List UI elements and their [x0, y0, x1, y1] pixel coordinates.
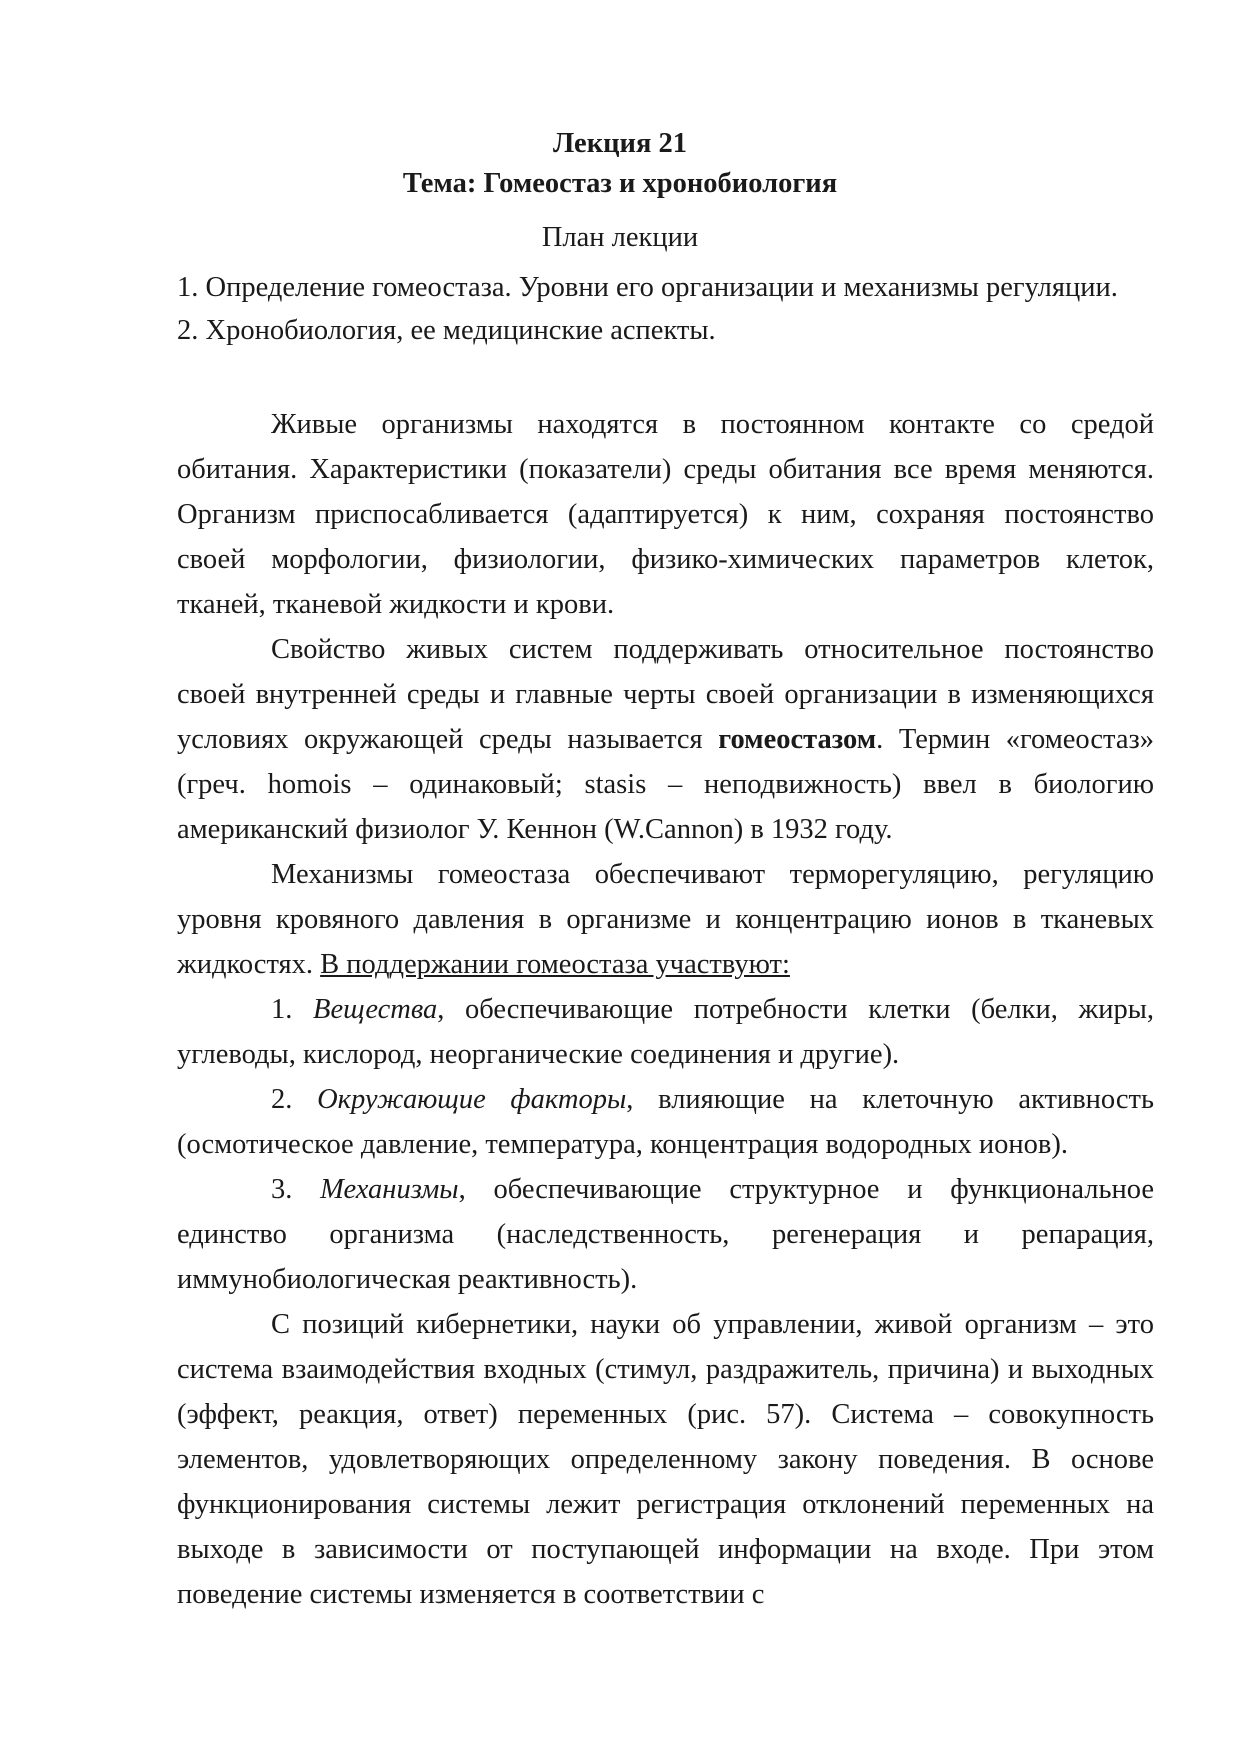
list-item-2-number: 2.: [271, 1084, 318, 1115]
list-item-1: [177, 987, 1154, 1077]
participants-heading: В поддержании гомеостаза участвуют:: [320, 949, 790, 980]
paragraph-2-text-b: . Термин «гомеостаз» (греч. homois – одинаковый; stasis – неподвижность) ввел в биологию американский физиолог У. Кеннон (W.Cannon) в 1932 году.: [177, 724, 1154, 845]
list-item-1-number: 1.: [271, 994, 314, 1025]
list-item-3-term: Механизмы: [320, 1174, 459, 1205]
list-item-3: [177, 1167, 1154, 1302]
plan-item-2: 2. Хронобиология, ее медицинские аспекты.: [177, 315, 716, 346]
body-text: [177, 402, 1154, 1617]
list-item-2: [177, 1077, 1154, 1167]
paragraph-2-text-a: Свойство живых систем поддерживать относительное постоянство своей внутренней среды и главные черты своей организации в изменяющихся условиях окружающей среды называется: [177, 634, 1154, 755]
paragraph-4: С позиций кибернетики, науки об управлении, живой организм – это система взаимодействия входных (стимул, раздражитель, причина) и выходных (эффект, реакция, ответ) переменных (рис. 57). Система – совокупность элементов, удовлетворяющих определенному закону поведения. В основе функционирования системы лежит регистрация отклонений переменных на выходе в зависимости от поступающей информации на входе. При этом поведение системы изменяется в соответствии с: [177, 1309, 1154, 1610]
list-item-3-number: 3.: [271, 1174, 321, 1205]
list-item-2-text: , влияющие на клеточную активность (осмотическое давление, температура, концентрация водородных ионов).: [177, 1084, 1154, 1160]
list-item-3-text: , обеспечивающие структурное и функциональное единство организма (наследственность, регенерация и репарация, иммунобиологическая реактивность).: [177, 1174, 1155, 1295]
term-homeostasis: гомеостазом: [718, 724, 877, 755]
plan-heading: План лекции: [541, 222, 699, 253]
list-item-2-term: Окружающие факторы: [317, 1084, 627, 1115]
lecture-number: Лекция 21: [553, 128, 687, 159]
paragraph-3: [177, 852, 1154, 987]
list-item-1-term: Вещества: [313, 994, 438, 1025]
paragraph-1: Живые организмы находятся в постоянном контакте со средой обитания. Характеристики (показатели) среды обитания все время меняются. Организм приспосабливается (адаптируется) к ним, сохраняя постоянство своей морфологии, физиологии, физико-химических параметров клеток, тканей, тканевой жидкости и крови.: [177, 409, 1154, 620]
lecture-topic: Тема: Гомеостаз и хронобиология: [402, 168, 838, 199]
paragraph-3-text: Механизмы гомеостаза обеспечивают терморегуляцию, регуляцию уровня кровяного давления в организме и концентрацию ионов в тканевых жидкостях.: [177, 859, 1154, 980]
list-item-1-text: , обеспечивающие потребности клетки (белки, жиры, углеводы, кислород, неорганические соединения и другие).: [177, 994, 1154, 1070]
plan-item-1: 1. Определение гомеостаза. Уровни его организации и механизмы регуляции.: [177, 272, 1118, 303]
paragraph-2: [177, 627, 1154, 852]
